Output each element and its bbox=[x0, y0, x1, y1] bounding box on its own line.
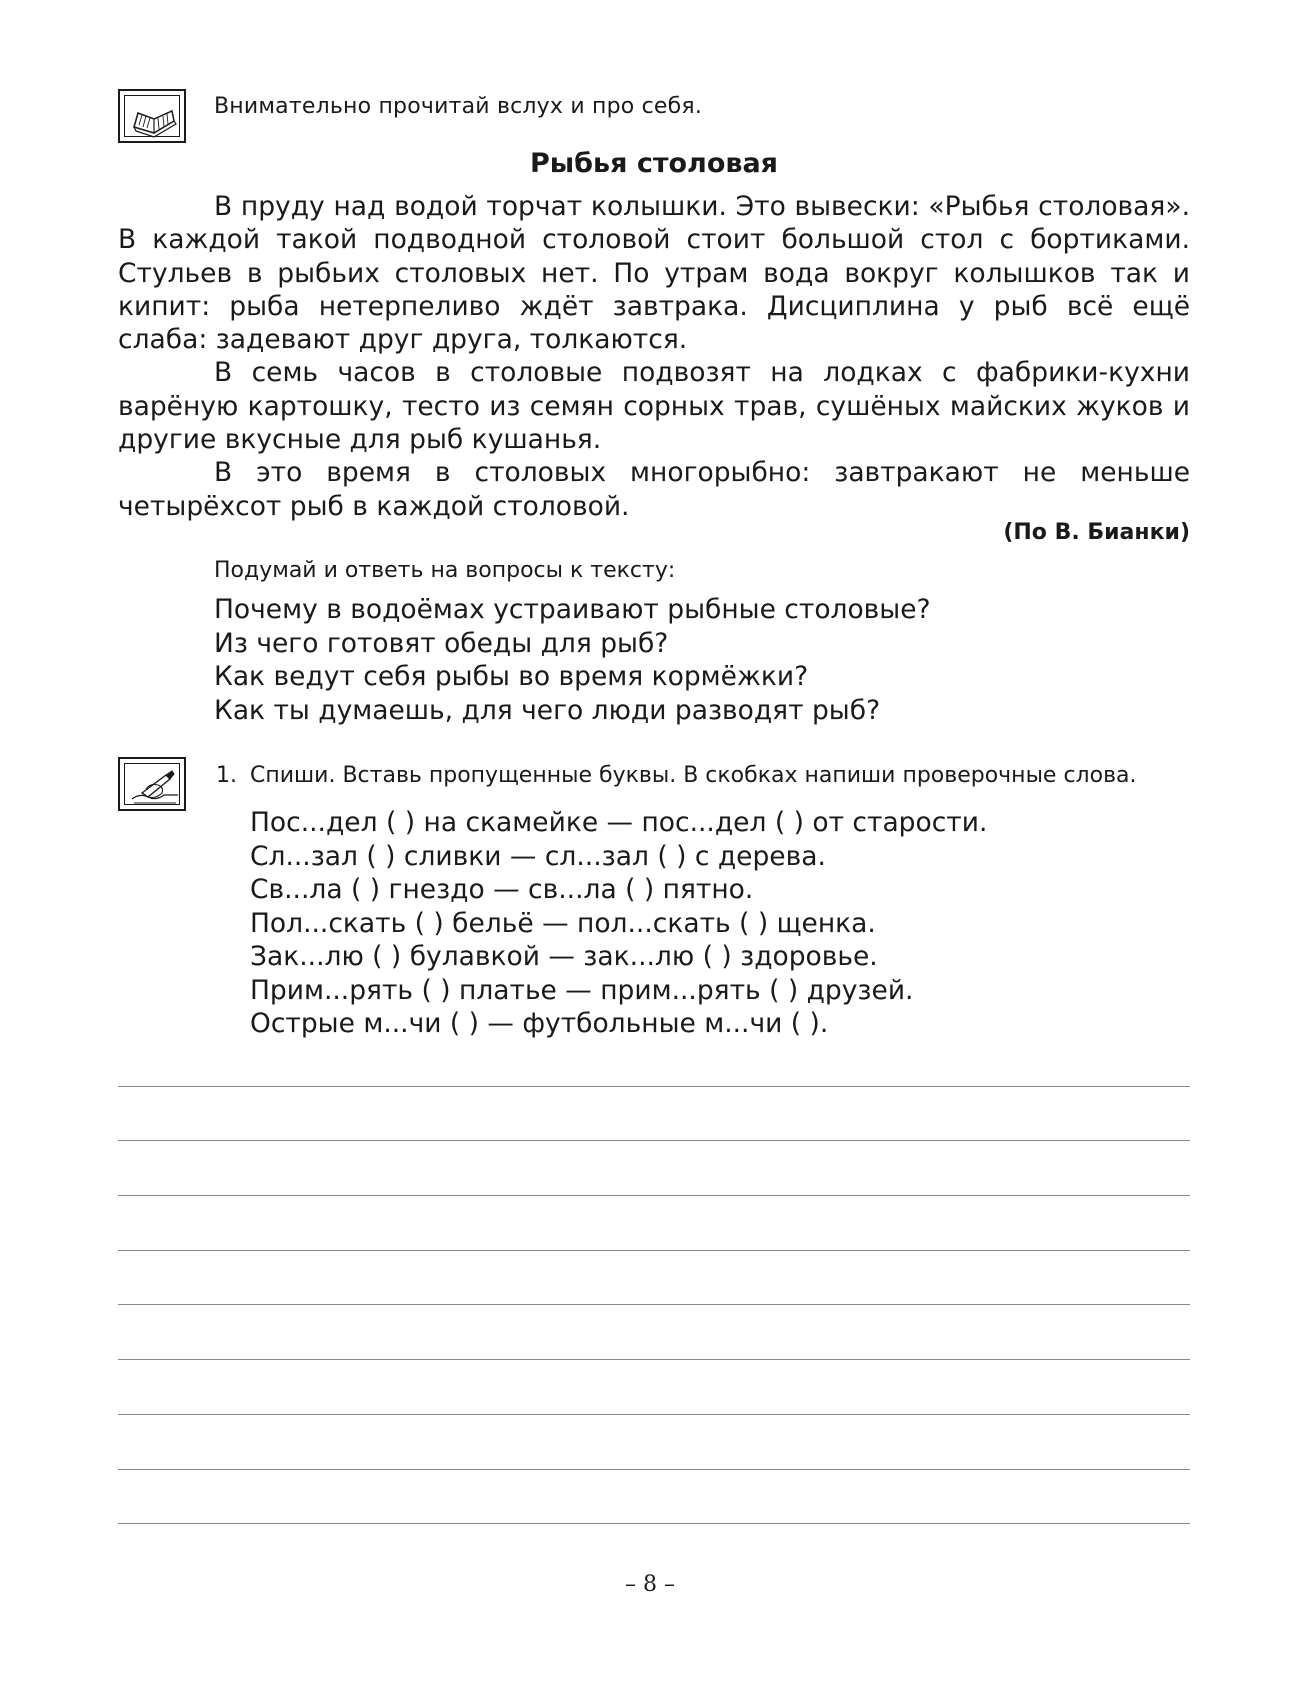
writing-line[interactable] bbox=[118, 1359, 1190, 1360]
question-item: Как ты думаешь, для чего люди разводят рыб? bbox=[214, 694, 881, 726]
story-paragraph: В пруду над водой торчат колышки. Это вывески: «Рыбья столовая». В каждой такой подводной столовой стоит большой стол с бортиками. Стульев в рыбьих столовых нет. По утрам вода вокруг колышков так и кипит: рыба нетерпеливо ждёт завтрака. Дисциплина у рыб всё ещё слаба: задевают друг друга, толкаются. bbox=[118, 191, 1190, 356]
writing-line[interactable] bbox=[118, 1304, 1190, 1305]
page-number: – 8 – bbox=[625, 1572, 675, 1597]
exercise-line: Зак...лю ( ) булавкой — зак...лю ( ) здоровье. bbox=[250, 941, 878, 972]
exercise-line: Св...ла ( ) гнездо — св...ла ( ) пятно. bbox=[250, 874, 754, 905]
exercise-line: Прим...рять ( ) платье — прим...рять ( ) друзей. bbox=[250, 974, 914, 1006]
task-number: 1. bbox=[216, 763, 237, 788]
story-paragraph: В семь часов в столовые подвозят на лодках с фабрики-кухни варёную картошку, тесто из семян сорных трав, сушёных майских жуков и другие вкусные для рыб кушанья. bbox=[118, 357, 1190, 456]
exercise-line: Сл...зал ( ) сливки — сл...зал ( ) с дерева. bbox=[250, 840, 826, 872]
writing-line[interactable] bbox=[118, 1469, 1190, 1470]
writing-line[interactable] bbox=[118, 1523, 1190, 1524]
writing-line[interactable] bbox=[118, 1086, 1190, 1087]
writing-hand-icon bbox=[118, 757, 186, 811]
exercise-line: Острые м...чи ( ) — футбольные м...чи ( ). bbox=[250, 1008, 829, 1039]
writing-line[interactable] bbox=[118, 1250, 1190, 1251]
writing-line[interactable] bbox=[118, 1414, 1190, 1415]
story-paragraph: В это время в столовых многорыбно: завтракают не меньше четырёхсот рыб в каждой столовой. bbox=[118, 457, 1190, 522]
questions-intro: Подумай и ответь на вопросы к тексту: bbox=[214, 558, 676, 583]
open-book-icon bbox=[118, 89, 186, 143]
exercise-line: Пол...скать ( ) бельё — пол...скать ( ) щенка. bbox=[250, 907, 876, 939]
question-item: Из чего готовят обеды для рыб? bbox=[214, 627, 669, 659]
exercise-lines bbox=[250, 806, 987, 1041]
exercise-line: Пос...дел ( ) на скамейке — пос...дел ( ) от старости. bbox=[250, 807, 988, 838]
read-instruction: Внимательно прочитай вслух и про себя. bbox=[214, 94, 703, 119]
writing-line[interactable] bbox=[118, 1195, 1190, 1196]
question-item: Почему в водоёмах устраивают рыбные столовые? bbox=[214, 594, 931, 625]
questions-list bbox=[214, 593, 931, 727]
story-author: (По В. Бианки) bbox=[1003, 520, 1190, 545]
task-instruction bbox=[216, 763, 1137, 788]
question-item: Как ведут себя рыбы во время кормёжки? bbox=[214, 661, 809, 692]
writing-line[interactable] bbox=[118, 1140, 1190, 1141]
task-text: Спиши. Вставь пропущенные буквы. В скобках напиши проверочные слова. bbox=[250, 763, 1137, 788]
story-text bbox=[118, 190, 1190, 523]
story-title: Рыбья столовая bbox=[529, 148, 779, 179]
